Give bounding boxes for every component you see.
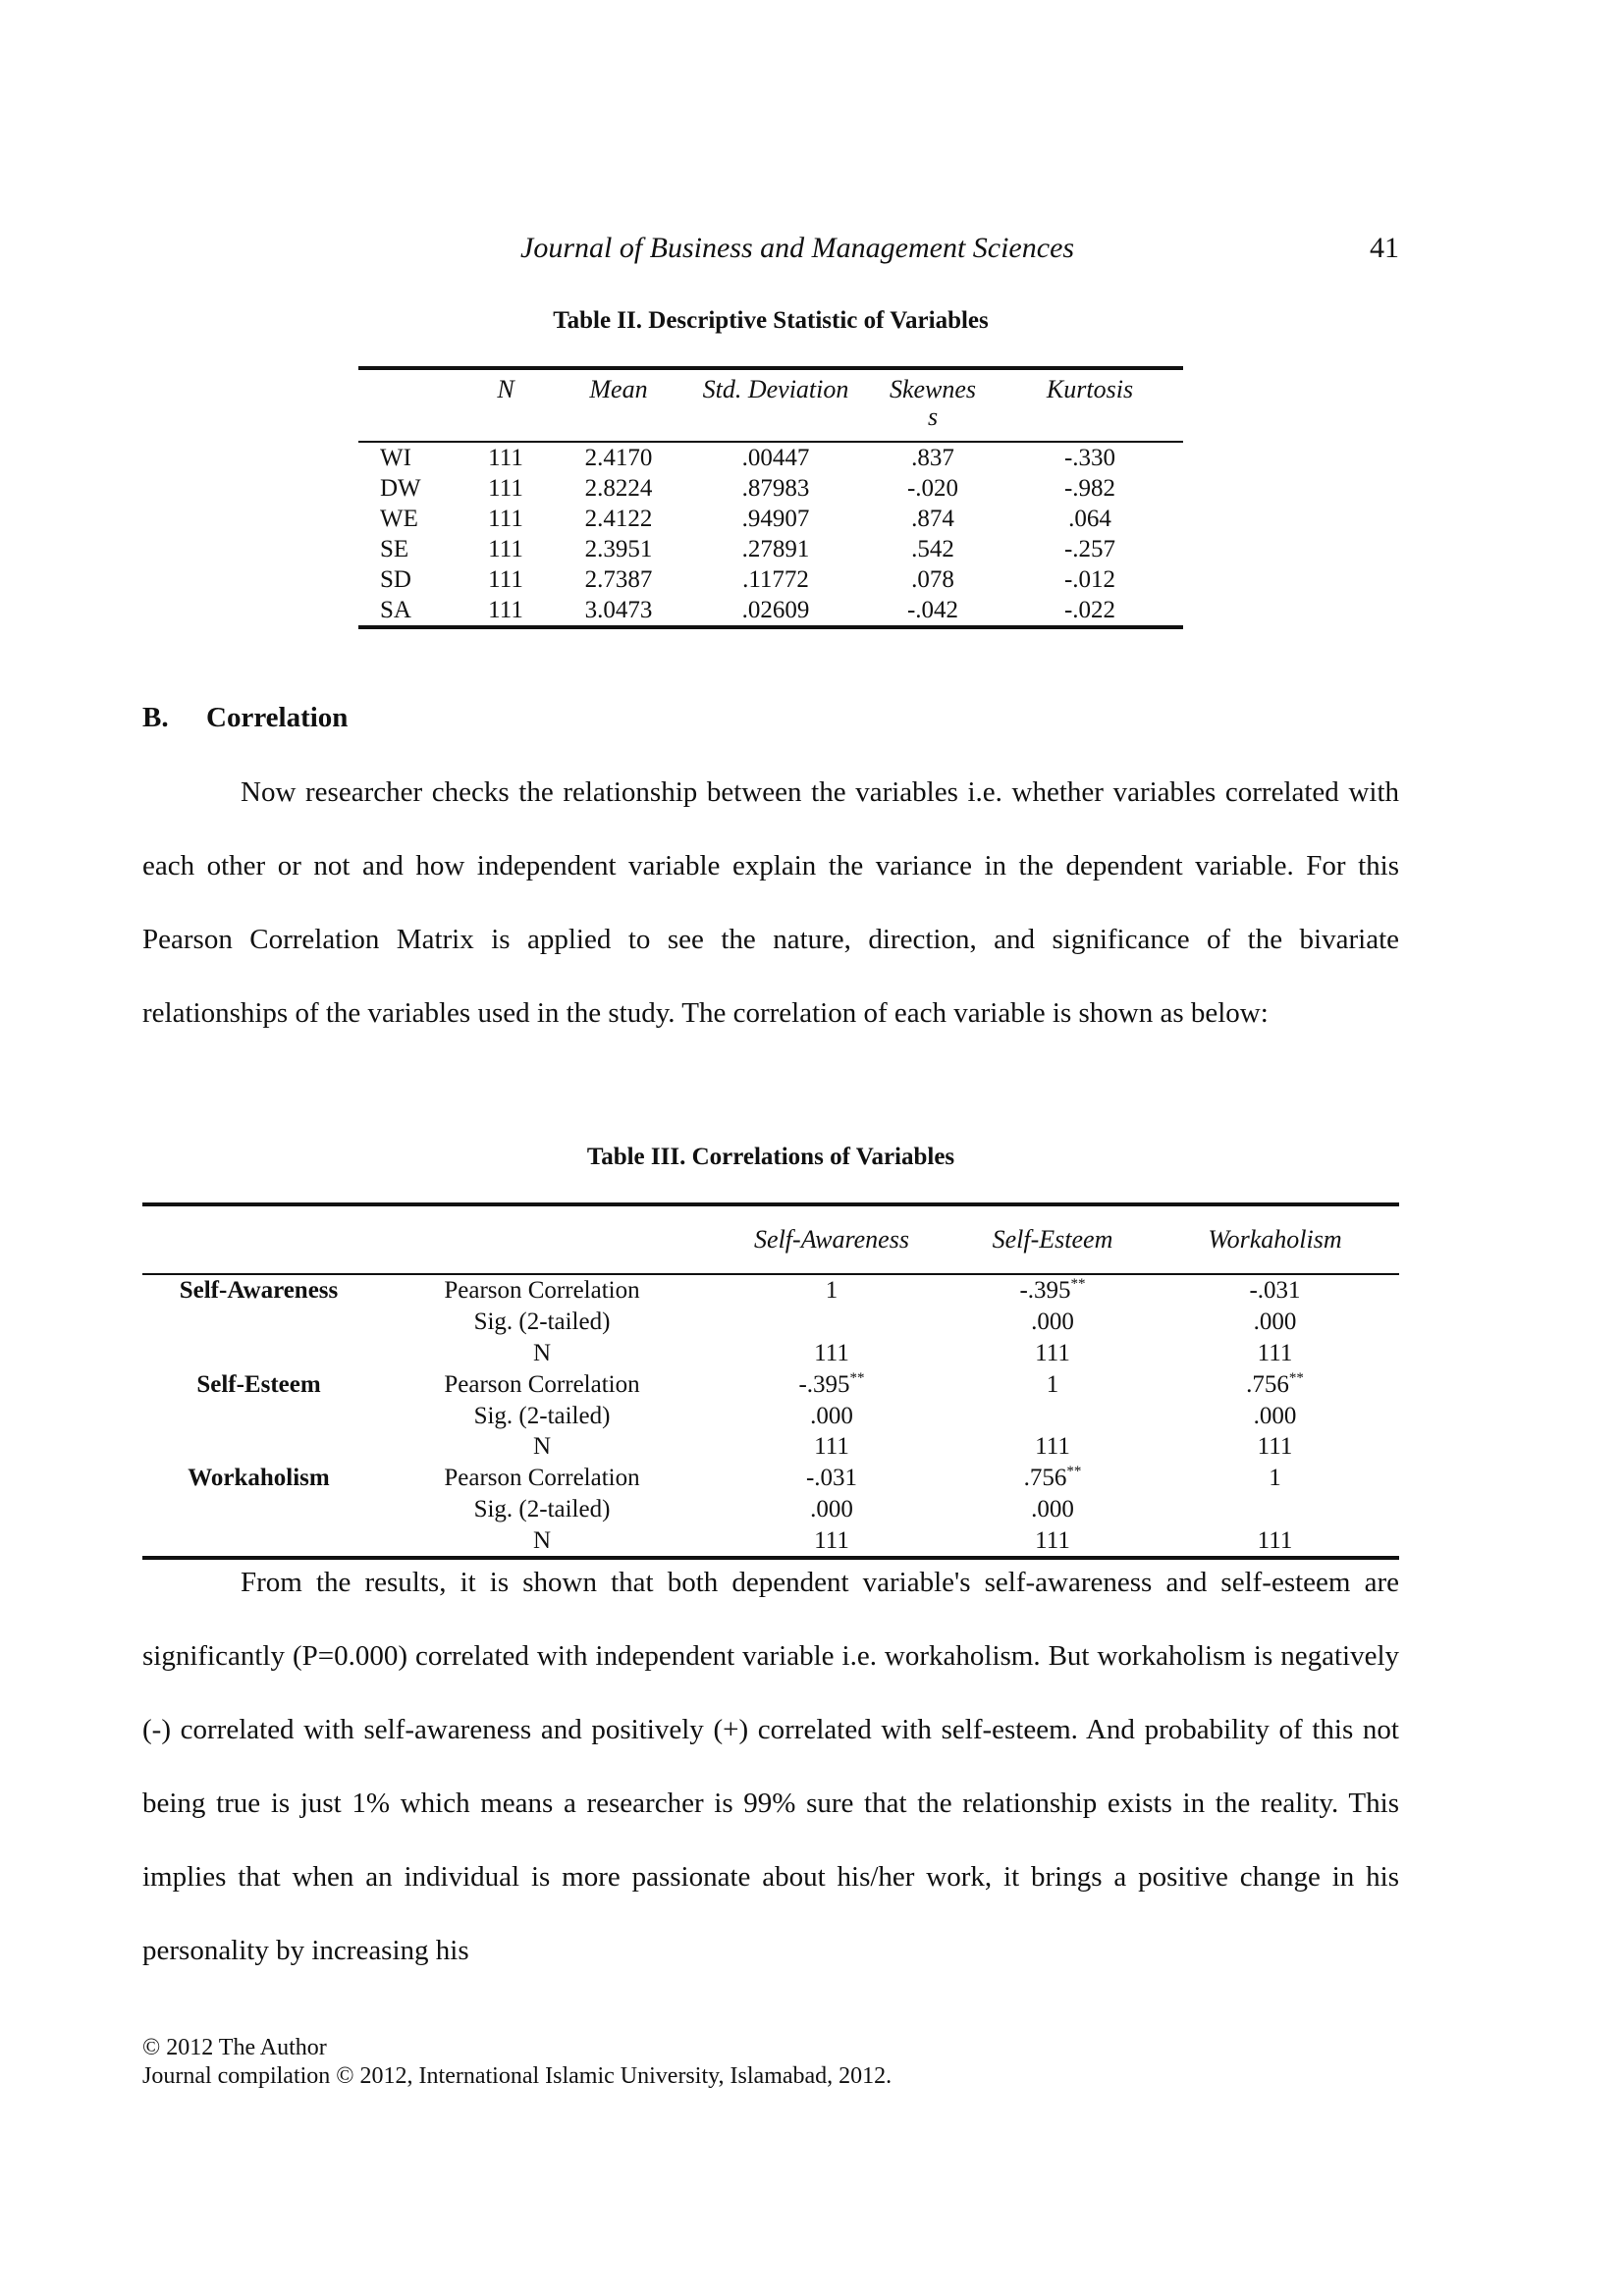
- table3-cell-value: 1: [1046, 1370, 1059, 1398]
- table2-cell: 111: [488, 597, 523, 623]
- table2-row: [358, 595, 1183, 627]
- table2-cell: .064: [1068, 506, 1111, 532]
- table2-row: [358, 564, 1183, 595]
- correlation-matrix-table: [142, 1202, 1399, 1560]
- table3-cell-value: 111: [814, 1433, 849, 1461]
- table3-statistic-label: Pearson Correlation: [444, 1277, 640, 1305]
- table2-cell: .87983: [741, 475, 810, 502]
- table2-row: [358, 534, 1183, 564]
- table3-statistic-label: Sig. (2-tailed): [473, 1402, 611, 1429]
- table3-row: [142, 1368, 1399, 1400]
- table2-cell: 3.0473: [584, 597, 653, 623]
- table3-cell-value: .756: [1023, 1465, 1067, 1492]
- table3-cell: [954, 1368, 1151, 1400]
- table2-cell: -.330: [1063, 445, 1116, 471]
- table2-caption: Table II. Descriptive Statistic of Variables: [553, 307, 989, 334]
- table3-cell-value: .000: [1031, 1495, 1074, 1522]
- table2-row-label: SA: [380, 597, 411, 623]
- table2-cell: 111: [488, 536, 523, 562]
- table2-header-cell: Mean: [589, 375, 648, 403]
- table3-cell-value: .000: [1253, 1308, 1297, 1336]
- section-heading: [142, 702, 348, 734]
- table3-cell: [1151, 1307, 1399, 1338]
- table3-cell: [709, 1494, 954, 1525]
- table3-header-row: [142, 1204, 1399, 1274]
- table3-variable-label: Self-Esteem: [196, 1370, 321, 1398]
- table2-header-cell: Kurtosis: [1046, 375, 1134, 403]
- table3-variable-label: [142, 1494, 375, 1525]
- page-number: 41: [1370, 232, 1399, 264]
- table3-cell: [954, 1400, 1151, 1431]
- significance-marker: **: [1288, 1369, 1304, 1386]
- table2-cell: .27891: [741, 536, 810, 562]
- table2-row-label: DW: [380, 475, 421, 502]
- table3-cell: [709, 1338, 954, 1369]
- table3-header-cell: Workaholism: [1208, 1225, 1342, 1254]
- table3-variable-label: Self-Awareness: [179, 1277, 339, 1305]
- table3-statistic-label: Pearson Correlation: [444, 1465, 640, 1492]
- table2-cell: 2.4122: [584, 506, 653, 532]
- table3-variable-label: [142, 1338, 375, 1369]
- table3-cell-value: 1: [1269, 1465, 1281, 1492]
- table3-statistic-label: N: [532, 1433, 552, 1461]
- table3-cell: [954, 1307, 1151, 1338]
- table2-cell: 2.3951: [584, 536, 653, 562]
- table3-row: [142, 1494, 1399, 1525]
- table2-cell: -.042: [906, 597, 959, 623]
- table3-variable-label: Workaholism: [188, 1465, 330, 1492]
- table3-cell: [1151, 1274, 1399, 1307]
- table3-cell-value: 111: [814, 1339, 849, 1366]
- table3-cell: [709, 1431, 954, 1463]
- table3-header-cell: Self-Awareness: [754, 1225, 909, 1254]
- table3-cell-value: 111: [1035, 1526, 1070, 1554]
- table2-header-cell: [358, 368, 457, 442]
- table2-row-label: WI: [380, 445, 411, 471]
- table2-cell: .874: [911, 506, 954, 532]
- table2-row: [358, 473, 1183, 504]
- table2-cell: -.022: [1063, 597, 1116, 623]
- table3-cell: [1151, 1368, 1399, 1400]
- table2-cell: .542: [911, 536, 954, 562]
- table3-cell: [709, 1368, 954, 1400]
- table3-row: [142, 1400, 1399, 1431]
- table3-row: [142, 1463, 1399, 1494]
- table3-statistic-label: Pearson Correlation: [444, 1370, 640, 1398]
- table3-cell-value: .000: [810, 1495, 853, 1522]
- table2-header-cell: N: [497, 375, 514, 403]
- table3-row: [142, 1274, 1399, 1307]
- significance-marker: **: [1066, 1464, 1082, 1480]
- table3-cell: [1151, 1400, 1399, 1431]
- table3-cell-value: 111: [1257, 1339, 1293, 1366]
- table3-cell-value: -.395: [1019, 1277, 1071, 1305]
- table3-cell: [954, 1274, 1151, 1307]
- table3-cell: [709, 1307, 954, 1338]
- table2-cell: -.982: [1063, 475, 1116, 502]
- table2-row: [358, 504, 1183, 534]
- table3-variable-label: [142, 1400, 375, 1431]
- table2-row: [358, 442, 1183, 473]
- table3-cell-value: 111: [1257, 1526, 1293, 1554]
- body-paragraph: Now researcher checks the relationship between the variables i.e. whether variables correlated with each other or not and how independent variable explain the variance in the dependent variable. For this Pearson Correlation Matrix is applied to see the nature, direction, and significance of the bivariate relationships of the variables used in the study. The correlation of each variable is shown as below:: [142, 776, 1399, 1029]
- table2-cell: .02609: [741, 597, 810, 623]
- section-letter: B.: [142, 702, 169, 733]
- table3-cell: [1151, 1463, 1399, 1494]
- table2-cell: -.257: [1063, 536, 1116, 562]
- table3-cell-value: 1: [825, 1277, 839, 1305]
- table2-cell: .837: [911, 445, 954, 471]
- table3-cell: [954, 1494, 1151, 1525]
- table3-statistic-label: Sig. (2-tailed): [473, 1495, 611, 1522]
- table3-variable-label: [142, 1307, 375, 1338]
- table3-cell-value: -.031: [1249, 1277, 1301, 1305]
- table3-cell-value: -.031: [805, 1465, 858, 1492]
- table2-cell: 111: [488, 506, 523, 532]
- table3-cell-value: -.395: [798, 1370, 850, 1398]
- descriptive-statistics-table: [358, 366, 1183, 629]
- table3-row: [142, 1431, 1399, 1463]
- table2-cell: 111: [488, 475, 523, 502]
- table2-cell: .11772: [742, 566, 809, 593]
- table3-variable-label: [142, 1431, 375, 1463]
- table3-cell-value: 111: [1035, 1339, 1070, 1366]
- table3-cell-value: 111: [1035, 1433, 1070, 1461]
- table3-cell-value: .756: [1246, 1370, 1289, 1398]
- table2-cell: 111: [488, 445, 523, 471]
- table3-cell: [709, 1274, 954, 1307]
- table2-cell: -.012: [1063, 566, 1116, 593]
- footer-journal-compilation: Journal compilation © 2012, International Islamic University, Islamabad, 2012.: [142, 2063, 893, 2089]
- table2-cell: .94907: [741, 506, 810, 532]
- table2-row-label: SE: [380, 536, 409, 562]
- running-head-journal-title: Journal of Business and Management Sciences: [520, 232, 1075, 264]
- table3-cell-value: 111: [814, 1526, 849, 1554]
- table3-cell: [954, 1338, 1151, 1369]
- table3-cell: [954, 1431, 1151, 1463]
- table2-header-cell: Std. Deviation: [702, 375, 849, 403]
- table3-statistic-label: Sig. (2-tailed): [473, 1308, 611, 1336]
- table2-cell: 2.7387: [584, 566, 653, 593]
- table3-cell: [709, 1400, 954, 1431]
- table3-cell: [954, 1463, 1151, 1494]
- table3-cell: [1151, 1431, 1399, 1463]
- table3-cell-value: .000: [1253, 1402, 1297, 1429]
- table2-cell: 2.8224: [584, 475, 653, 502]
- table3-caption: Table III. Correlations of Variables: [586, 1144, 955, 1170]
- table3-cell: [709, 1463, 954, 1494]
- table2-cell: -.020: [906, 475, 959, 502]
- table3-cell-value: .000: [810, 1402, 853, 1429]
- table2-row-label: SD: [380, 566, 411, 593]
- table3-cell: [1151, 1494, 1399, 1525]
- table3-row: [142, 1338, 1399, 1369]
- table2-header-row: [358, 368, 1183, 442]
- table2-cell: .078: [911, 566, 954, 593]
- footer-copyright: © 2012 The Author: [142, 2035, 327, 2060]
- table3-cell: [1151, 1338, 1399, 1369]
- body-paragraph: From the results, it is shown that both dependent variable's self-awareness and self-esteem are significantly (P=0.000) correlated with independent variable i.e. workaholism. But workaholism is negatively (-) correlated with self-awareness and positively (+) correlated with self-esteem. And probability of this not being true is just 1% which means a researcher is 99% sure that the relationship exists in the reality. This implies that when an individual is more passionate about his/her work, it brings a positive change in his personality by increasing his: [142, 1567, 1399, 1966]
- significance-marker: **: [1070, 1276, 1086, 1293]
- table3-header-cell: [142, 1204, 375, 1274]
- table3-statistic-label: N: [532, 1339, 552, 1366]
- table2-row-label: WE: [380, 506, 418, 532]
- table2-header-cell: Skewnes s: [889, 375, 977, 431]
- table3-header-cell: [375, 1204, 709, 1274]
- table3-row: [142, 1307, 1399, 1338]
- table3-cell-value: 111: [1257, 1433, 1293, 1461]
- table3-statistic-label: N: [532, 1526, 552, 1554]
- table3-cell-value: .000: [1031, 1308, 1074, 1336]
- table2-cell: 2.4170: [584, 445, 653, 471]
- table3-header-cell: Self-Esteem: [992, 1225, 1113, 1254]
- table2-cell: .00447: [741, 445, 810, 471]
- significance-marker: **: [849, 1369, 865, 1386]
- section-title: Correlation: [206, 702, 349, 733]
- table2-cell: 111: [488, 566, 523, 593]
